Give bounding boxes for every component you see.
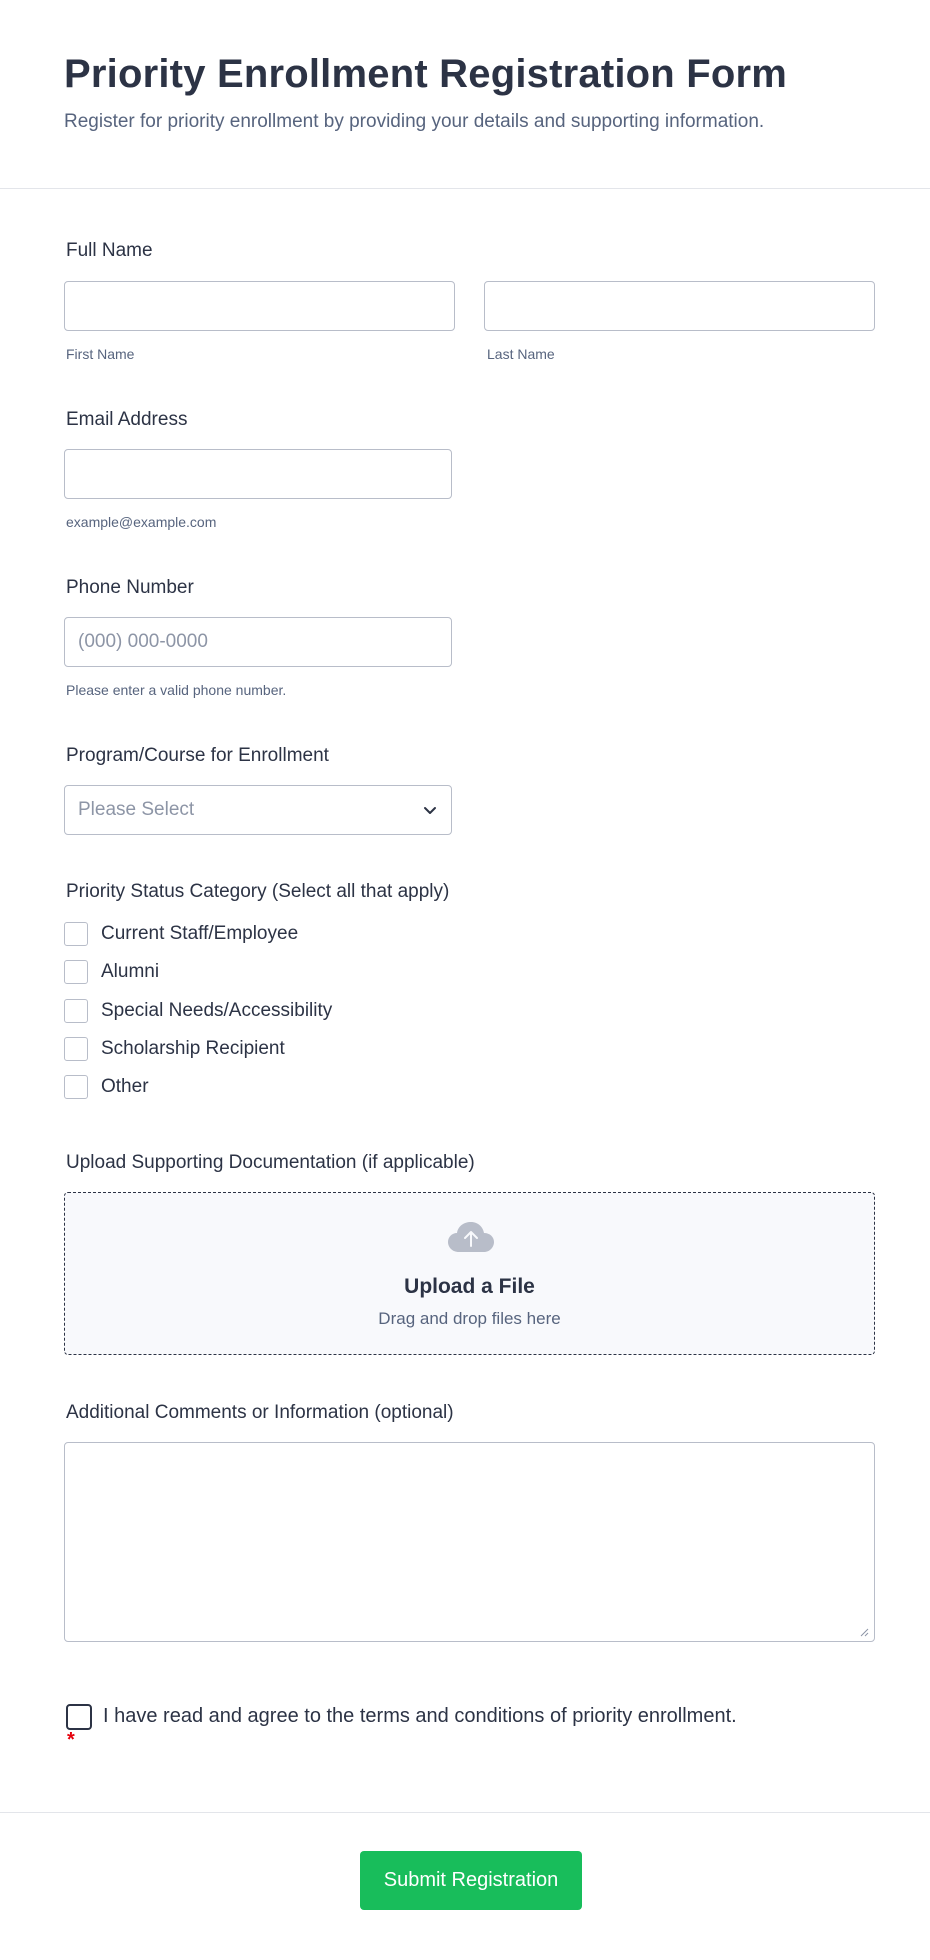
terms-checkbox[interactable] xyxy=(66,1704,92,1730)
checkbox[interactable] xyxy=(64,999,88,1023)
checkbox-label: Current Staff/Employee xyxy=(101,923,299,944)
upload-subtitle: Drag and drop files here xyxy=(378,1309,561,1328)
program-select-value: Please Select xyxy=(78,799,195,820)
last-name-sublabel: Last Name xyxy=(487,346,555,362)
program-select[interactable] xyxy=(64,785,452,835)
phone-input[interactable] xyxy=(64,617,452,667)
email-sublabel: example@example.com xyxy=(66,514,217,530)
chevron-down-icon xyxy=(421,801,439,819)
program-label: Program/Course for Enrollment xyxy=(66,745,329,766)
checkbox-label: Other xyxy=(101,1076,149,1097)
terms-label: I have read and agree to the terms and conditions of priority enrollment. xyxy=(103,1705,737,1727)
submit-button[interactable]: Submit Registration xyxy=(360,1851,582,1910)
full-name-label: Full Name xyxy=(66,240,153,261)
resize-handle-icon[interactable] xyxy=(859,1627,869,1637)
required-marker: * xyxy=(67,1729,75,1751)
checkbox-label: Special Needs/Accessibility xyxy=(101,1000,333,1021)
form-subtitle: Register for priority enrollment by providing your details and supporting information. xyxy=(64,111,765,132)
file-upload-dropzone[interactable] xyxy=(64,1192,875,1355)
priority-status-label: Priority Status Category (Select all that apply) xyxy=(66,881,450,902)
email-label: Email Address xyxy=(66,409,188,430)
checkbox[interactable] xyxy=(64,1075,88,1099)
checkbox-label: Scholarship Recipient xyxy=(101,1038,285,1059)
phone-sublabel: Please enter a valid phone number. xyxy=(66,682,287,698)
form-title: Priority Enrollment Registration Form xyxy=(64,52,788,96)
upload-label: Upload Supporting Documentation (if applicable) xyxy=(66,1152,475,1173)
email-input[interactable] xyxy=(64,449,452,499)
checkbox-label: Alumni xyxy=(101,961,160,982)
checkbox[interactable] xyxy=(64,922,88,946)
comments-textarea[interactable] xyxy=(64,1442,875,1642)
first-name-sublabel: First Name xyxy=(66,346,135,362)
comments-label: Additional Comments or Information (optional) xyxy=(66,1402,454,1423)
checkbox[interactable] xyxy=(64,1037,88,1061)
first-name-input[interactable] xyxy=(64,281,455,331)
checkbox[interactable] xyxy=(64,960,88,984)
upload-title: Upload a File xyxy=(404,1275,535,1298)
cloud-upload-icon xyxy=(446,1219,496,1257)
phone-label: Phone Number xyxy=(66,577,194,598)
last-name-input[interactable] xyxy=(484,281,875,331)
form-header xyxy=(0,0,930,189)
